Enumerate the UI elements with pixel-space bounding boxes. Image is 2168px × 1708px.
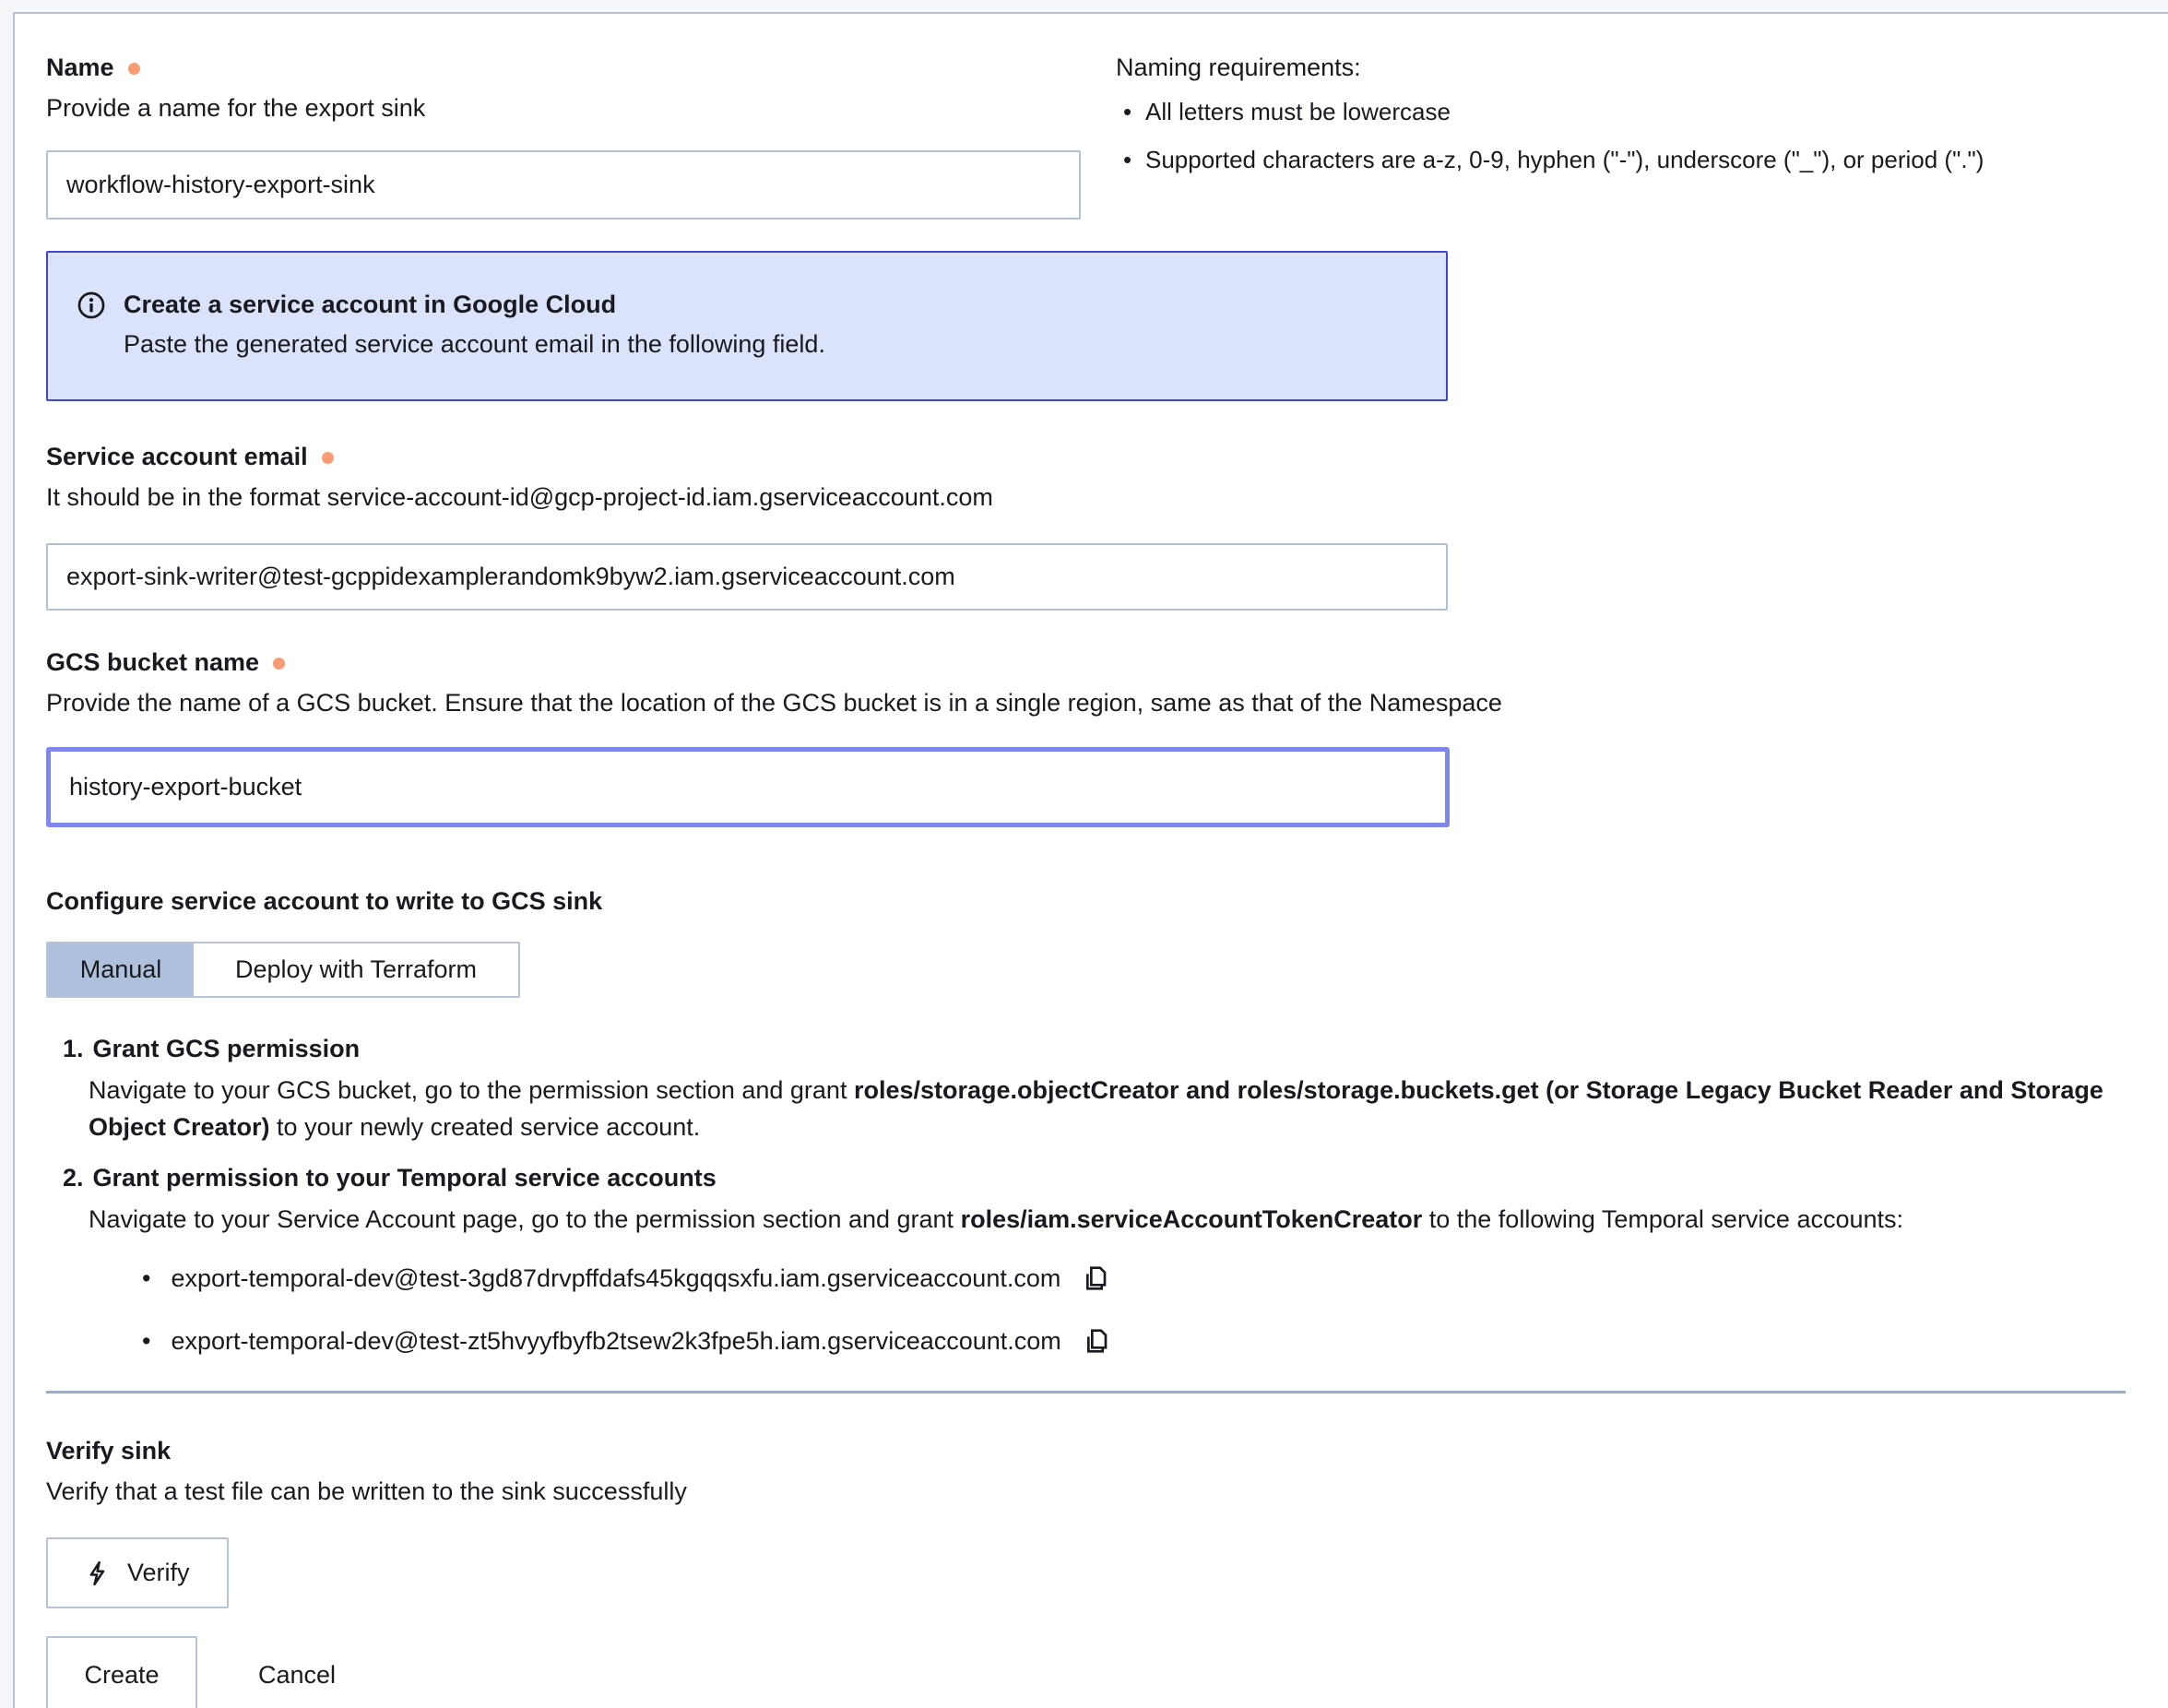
step-grant-gcs-permission bbox=[63, 1031, 2168, 1145]
required-dot-icon bbox=[322, 452, 334, 464]
service-account-label: Service account email bbox=[46, 443, 308, 470]
required-dot-icon bbox=[273, 658, 285, 670]
name-description: Provide a name for the export sink bbox=[46, 94, 426, 122]
name-label-row bbox=[46, 51, 1081, 84]
form-actions bbox=[46, 1636, 2168, 1708]
step-text: to your newly created service account. bbox=[269, 1113, 701, 1141]
name-label: Name bbox=[46, 53, 114, 81]
bucket-description: Provide the name of a GCS bucket. Ensure that the location of the GCS bucket is in a single region, same as that of the Namespace bbox=[46, 689, 1502, 717]
info-banner-text bbox=[124, 288, 825, 361]
bullet-icon: • bbox=[142, 1263, 151, 1292]
step-instructions bbox=[89, 1072, 2108, 1145]
tab-deploy-with-terraform[interactable]: Deploy with Terraform bbox=[194, 943, 518, 996]
step-number: 1. bbox=[63, 1035, 84, 1062]
gcs-bucket-name-input[interactable] bbox=[46, 747, 1450, 827]
copy-button[interactable] bbox=[1081, 1263, 1110, 1293]
naming-requirements-list bbox=[1116, 95, 2168, 176]
service-account-email-input[interactable] bbox=[46, 543, 1448, 611]
service-account-field-block bbox=[46, 440, 2168, 611]
bucket-field-block bbox=[46, 646, 2168, 827]
form-panel bbox=[13, 12, 2168, 1708]
naming-requirements-title: Naming requirements: bbox=[1116, 53, 1361, 81]
step-title-row bbox=[63, 1160, 2168, 1195]
info-banner-title: Create a service account in Google Cloud bbox=[124, 291, 617, 318]
required-dot-icon bbox=[128, 63, 140, 75]
sink-name-input[interactable] bbox=[46, 150, 1081, 219]
step-grant-temporal-permission bbox=[63, 1160, 2168, 1358]
info-banner bbox=[46, 251, 1448, 401]
temporal-service-account-email: export-temporal-dev@test-zt5hvyyfbyfb2tsew2k3fpe5h.iam.gserviceaccount.com bbox=[171, 1327, 1061, 1355]
step-text-bold: roles/storage.objectCreator and roles/storage.buckets.get (or Storage Legacy Bucket Reader and Storage Object Creator) bbox=[89, 1076, 2103, 1141]
naming-requirement-item: • All letters must be lowercase bbox=[1116, 95, 2168, 128]
bucket-label: GCS bucket name bbox=[46, 648, 260, 676]
step-instructions bbox=[89, 1201, 2108, 1238]
bullet-icon: • bbox=[142, 1326, 151, 1355]
list-item bbox=[142, 1262, 2168, 1295]
list-item bbox=[142, 1324, 2168, 1358]
temporal-service-account-email: export-temporal-dev@test-3gd87drvpffdafs45kgqqsxfu.iam.gserviceaccount.com bbox=[171, 1264, 1061, 1292]
top-row bbox=[46, 51, 2168, 219]
section-divider bbox=[46, 1391, 2126, 1394]
step-text: Navigate to your GCS bucket, go to the permission section and grant bbox=[89, 1076, 854, 1104]
form-content bbox=[15, 14, 2168, 1708]
step-title: Grant permission to your Temporal service accounts bbox=[92, 1164, 717, 1192]
verify-sink-description: Verify that a test file can be written to the sink successfully bbox=[46, 1477, 687, 1505]
bucket-label-row bbox=[46, 646, 2168, 679]
step-title: Grant GCS permission bbox=[92, 1035, 361, 1062]
verify-sink-title: Verify sink bbox=[46, 1437, 172, 1465]
info-banner-description: Paste the generated service account email in the following field. bbox=[124, 330, 825, 358]
lightning-icon bbox=[85, 1560, 113, 1587]
configure-section-title: Configure service account to write to GCS sink bbox=[46, 887, 603, 915]
service-account-label-row bbox=[46, 440, 2168, 473]
create-button[interactable]: Create bbox=[46, 1636, 197, 1708]
verify-button-label: Verify bbox=[127, 1559, 190, 1586]
info-icon bbox=[76, 290, 107, 326]
step-text: Navigate to your Service Account page, go to the permission section and grant bbox=[89, 1205, 961, 1233]
temporal-service-account-list bbox=[142, 1262, 2168, 1358]
step-text-bold: roles/iam.serviceAccountTokenCreator bbox=[960, 1205, 1423, 1233]
step-title-row bbox=[63, 1031, 2168, 1066]
step-text: to the following Temporal service accounts: bbox=[1422, 1205, 1904, 1233]
service-account-description: It should be in the format service-account-id@gcp-project-id.iam.gserviceaccount.com bbox=[46, 483, 993, 511]
verify-button[interactable] bbox=[46, 1537, 229, 1608]
tab-manual[interactable]: Manual bbox=[48, 943, 194, 996]
naming-requirements bbox=[1081, 51, 2168, 191]
step-number: 2. bbox=[63, 1164, 84, 1192]
copy-button[interactable] bbox=[1082, 1326, 1111, 1356]
naming-requirement-item: • Supported characters are a-z, 0-9, hyphen ("-"), underscore ("_"), or period (".") bbox=[1116, 143, 2168, 176]
name-field-block bbox=[46, 51, 1081, 219]
configure-tab-group bbox=[46, 942, 520, 998]
cancel-button[interactable]: Cancel bbox=[258, 1660, 337, 1689]
manual-steps bbox=[46, 1031, 2168, 1358]
